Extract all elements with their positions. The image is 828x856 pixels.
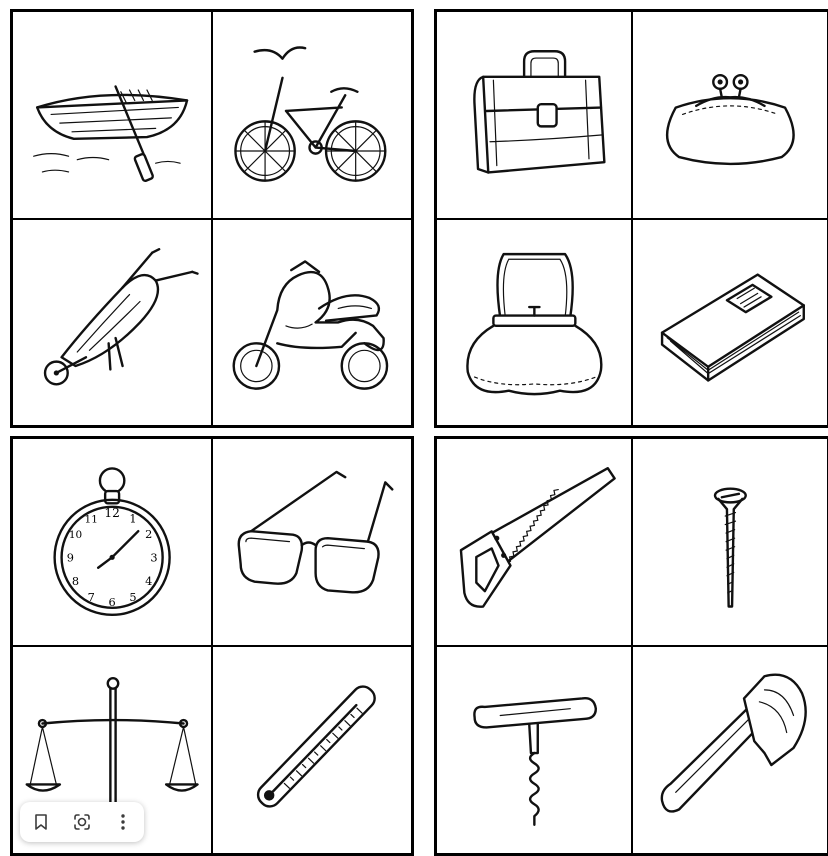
picture-cell-briefcase (436, 11, 632, 219)
picture-cell-hand-saw (436, 438, 632, 646)
wheelbarrow-icon (25, 232, 199, 413)
watch-numeral: 1 (129, 511, 137, 526)
watch-numeral: 2 (144, 527, 153, 542)
watch-numeral: 11 (84, 513, 98, 526)
coin-purse-icon (645, 24, 816, 205)
picture-cell-book (632, 219, 828, 427)
eyeglasses-icon (225, 451, 399, 632)
thermometer-icon (225, 659, 399, 840)
watch-numeral: 6 (108, 595, 116, 610)
picture-cell-pocket-watch (12, 438, 212, 646)
picture-cell-thermometer (212, 646, 412, 854)
picture-group-instruments (10, 436, 414, 856)
hand-saw-icon (449, 451, 620, 632)
watch-numeral: 7 (87, 590, 95, 605)
briefcase-icon (449, 24, 620, 205)
picture-cell-corkscrew (436, 646, 632, 854)
picture-cell-handbag (436, 219, 632, 427)
screw-icon (645, 451, 816, 632)
more-vertical-icon (113, 812, 133, 832)
axe-icon (645, 659, 816, 840)
more-options-button[interactable] (108, 807, 138, 837)
watch-numeral: 3 (150, 551, 158, 566)
watch-numeral: 4 (144, 574, 153, 589)
lens-search-button[interactable] (67, 807, 97, 837)
picture-group-bags (434, 9, 828, 428)
watch-numeral: 10 (68, 529, 83, 542)
picture-group-tools (434, 436, 828, 856)
picture-cell-coin-purse (632, 11, 828, 219)
watch-numeral: 9 (66, 551, 74, 566)
picture-cell-bicycle (212, 11, 412, 219)
bicycle-icon (225, 24, 399, 205)
picture-cell-rowboat (12, 11, 212, 219)
corkscrew-icon (449, 659, 620, 840)
pocket-watch-icon (25, 451, 199, 632)
lens-search-icon (72, 812, 92, 832)
picture-cell-eyeglasses (212, 438, 412, 646)
picture-cell-screw (632, 438, 828, 646)
watch-numeral: 12 (104, 506, 120, 521)
watch-numeral: 5 (129, 590, 137, 605)
watch-numeral: 8 (71, 574, 80, 589)
picture-group-transport (10, 9, 414, 428)
bookmark-button[interactable] (26, 807, 56, 837)
motor-scooter-icon (225, 232, 399, 413)
picture-cell-motor-scooter (212, 219, 412, 427)
rowboat-icon (25, 24, 199, 205)
book-icon (645, 232, 816, 413)
picture-cell-axe (632, 646, 828, 854)
bookmark-icon (31, 812, 51, 832)
picture-cell-wheelbarrow (12, 219, 212, 427)
image-toolbar (20, 802, 144, 842)
handbag-icon (449, 232, 620, 413)
